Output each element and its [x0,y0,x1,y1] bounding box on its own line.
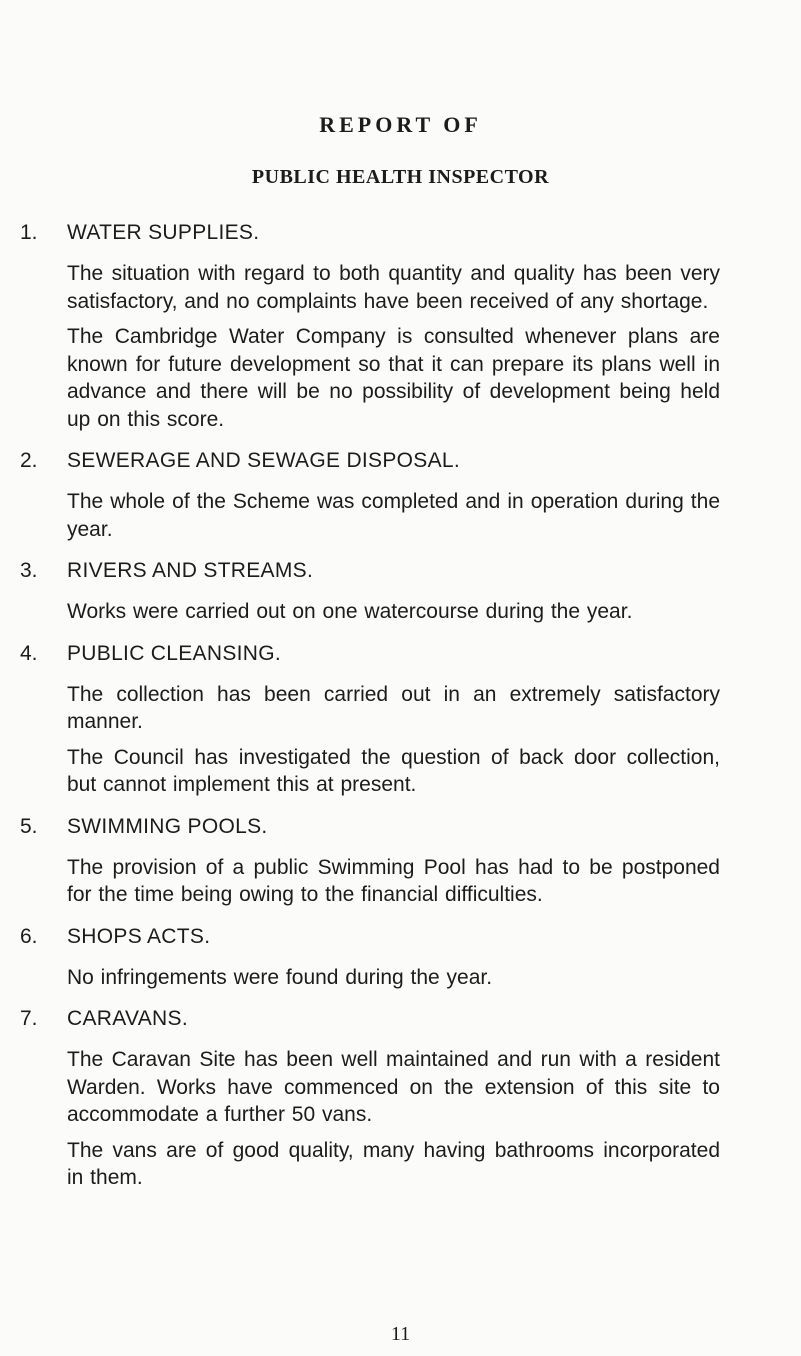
section-water-supplies [20,219,720,433]
section-heading [20,447,720,475]
section-number: 7. [20,1007,38,1030]
report-sections [20,219,720,1206]
section-title: SWIMMING POOLS. [67,814,268,838]
section-swimming-pools [20,813,720,909]
paragraph: No infringements were found during the year. [67,965,493,989]
section-title: CARAVANS. [67,1007,188,1030]
section-public-cleansing [20,640,720,799]
paragraph: The Cambridge Water Company is consulted whenever plans are known for future development so that it can prepare its plans well in advance and there will be no possibility of development being held up on this score. [67,325,720,431]
section-title: SEWERAGE AND SEWAGE DISPOSAL. [67,449,461,472]
section-number: 1. [20,221,38,244]
section-shops-acts [20,923,720,992]
section-number: 3. [20,559,38,582]
paragraph: The situation with regard to both quantity and quality has been very satisfactory, and no complaints have been received of any shortage. [67,262,720,313]
section-heading [20,557,720,585]
section-heading [20,640,720,668]
paragraph: The Council has investigated the question of back door collection, but cannot implement this at present. [67,745,720,796]
paragraph: Works were carried out on one watercourse during the year. [67,600,633,623]
section-number: 5. [20,814,38,838]
section-title: PUBLIC CLEANSING. [67,641,281,665]
paragraph: The collection has been carried out in an extremely satisfactory manner. [67,682,720,733]
section-heading [20,813,720,841]
section-number: 4. [20,641,38,665]
paragraph: The vans are of good quality, many having bathrooms incorporated in them. [67,1138,720,1189]
section-rivers-streams [20,557,720,626]
section-caravans [20,1005,720,1192]
section-heading [20,1005,720,1033]
section-heading [20,923,720,951]
report-subtitle: PUBLIC HEALTH INSPECTOR [251,166,550,188]
section-number: 6. [20,924,38,948]
paragraph: The Caravan Site has been well maintained and run with a resident Warden. Works have commenced on the extension of this site to accommodate a further 50 vans. [67,1048,720,1126]
section-heading [20,219,720,247]
section-title: WATER SUPPLIES. [67,221,260,244]
page-number: 11 [390,1323,411,1345]
section-number: 2. [20,449,38,472]
report-title: REPORT OF [319,112,482,137]
section-title: RIVERS AND STREAMS. [67,559,314,582]
section-title: SHOPS ACTS. [67,924,211,948]
paragraph: The provision of a public Swimming Pool has had to be postponed for the time being owing to the financial difficulties. [67,855,720,906]
paragraph: The whole of the Scheme was completed and in operation during the year. [67,490,720,541]
section-sewerage [20,447,720,543]
